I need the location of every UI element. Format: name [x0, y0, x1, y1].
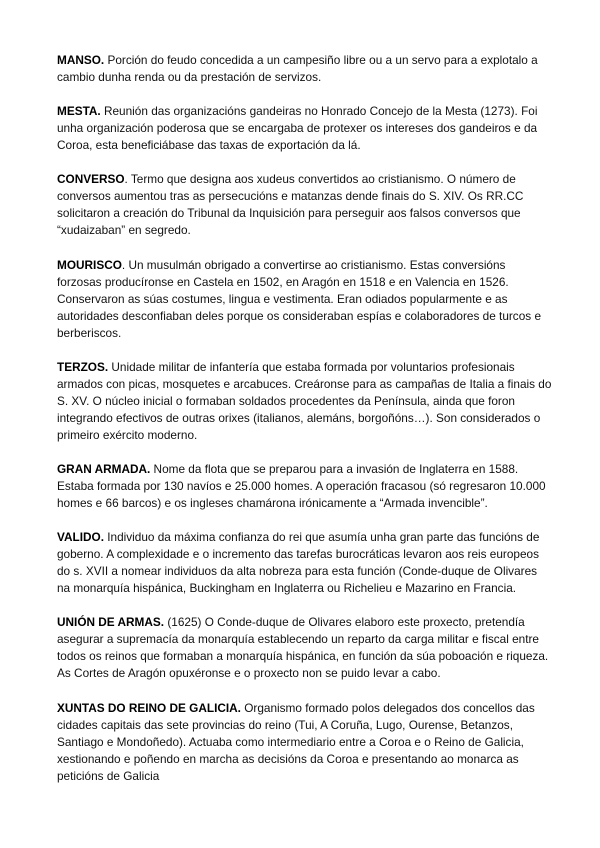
glossary-entry-mourisco — [57, 257, 553, 342]
glossary-term: UNIÓN DE ARMAS. — [57, 615, 165, 630]
glossary-entry-manso — [57, 52, 553, 86]
glossary-entry-converso — [57, 171, 553, 239]
glossary-definition: (1625) O Conde-duque de Olivares elaboro este proxecto, pretendía asegurar a supremacía da monarquía establecendo un reparto da carga militar e fiscal entre todos os reinos que formaban a monarquía hispánica, en función da súa poboación e riqueza. As Cortes de Aragón opuxéronse e o proxecto non se puido levar a cabo. — [57, 615, 549, 681]
glossary-definition: Nome da flota que se preparou para a invasión de Inglaterra en 1588. Estaba formada por 130 navíos e 25.000 homes. A operación fracasou (só regresaron 10.000 homes e 66 barcos) e os ingleses chamárona irónicamente a “Armada invencible”. — [57, 461, 546, 510]
glossary-term: GRAN ARMADA. — [57, 461, 151, 476]
glossary-definition: Unidade militar de infantería que estaba formada por voluntarios profesionais armados con picas, mosquetes e arcabuces. Creáronse para as campañas de Italia a finais do S. XV. O núcleo inicial o formaban soldados procedentes da Península, ainda que foron integrando efectivos de outras orixes (italianos, alemáns, borgoñóns…). Son considerados o primeiro exército moderno. — [57, 359, 552, 442]
glossary-entry-xuntas-do-reino — [57, 700, 553, 785]
glossary-entry-valido — [57, 529, 553, 597]
glossary-term: MANSO. — [57, 53, 105, 67]
glossary-definition: Porción do feudo concedida a un campesiño libre ou a un servo para a explotalo a cambio dunha renda ou da prestación de servizos. — [57, 53, 538, 84]
glossary-term: XUNTAS DO REINO DE GALICIA. — [57, 700, 241, 715]
glossary-document — [57, 52, 553, 802]
glossary-entry-gran-armada — [57, 461, 553, 512]
glossary-term: MOURISCO — [57, 257, 122, 272]
glossary-entry-mesta — [57, 103, 553, 154]
glossary-entry-union-de-armas — [57, 614, 553, 682]
glossary-term: CONVERSO — [57, 172, 125, 187]
glossary-definition: . Un musulmán obrigado a convertirse ao cristianismo. Estas conversións forzosas producíronse en Castela en 1502, en Aragón en 1518 e en Valencia en 1526. Conservaron as súas costumes, lingua e vestimenta. Eran odiados popularmente e as autoridades desconfiaban deles porque os consideraban espías e colaboradores de turcos e berberiscos. — [57, 257, 542, 340]
glossary-definition: Organismo formado polos delegados dos concellos das cidades capitais das sete provincias do reino (Tui, A Coruña, Lugo, Ourense, Betanzos, Santiago e Mondoñedo). Actuaba como intermediario entre a Coroa e o Reino de Galicia, xestionando e poñendo en marcha as decisións da Coroa e presentando ao monarca as peticións de Galicia — [57, 700, 535, 783]
glossary-term: MESTA. — [57, 104, 101, 119]
glossary-term: TERZOS. — [57, 359, 109, 374]
glossary-definition: Reunión das organizacións gandeiras no Honrado Concejo de la Mesta (1273). Foi unha organización poderosa que se encargaba de protexer os intereses dos gandeiros e da Coroa, esta beneficiábase das taxas de exportación da lá. — [57, 104, 538, 153]
glossary-term: VALIDO. — [57, 530, 104, 545]
glossary-definition: . Termo que designa aos xudeus convertidos ao cristianismo. O número de conversos aumentou tras as persecucións e matanzas dende finais do S. XIV. Os RR.CC solicitaron a creación do Tribunal da Inquisición para perseguir aos falsos conversos que “xudaizaban” en segredo. — [57, 172, 524, 238]
glossary-entry-terzos — [57, 359, 553, 444]
glossary-definition: Individuo da máxima confianza do rei que asumía unha gran parte das funcións de goberno. A complexidade e o incremento das tarefas burocráticas levaron aos reis europeos do s. XVII a nomear individuos da alta nobreza para esta función (Conde-duque de Olivares na monarquía hispánica, Buckingham en Inglaterra ou Richelieu e Mazarino en Francia. — [57, 530, 540, 596]
